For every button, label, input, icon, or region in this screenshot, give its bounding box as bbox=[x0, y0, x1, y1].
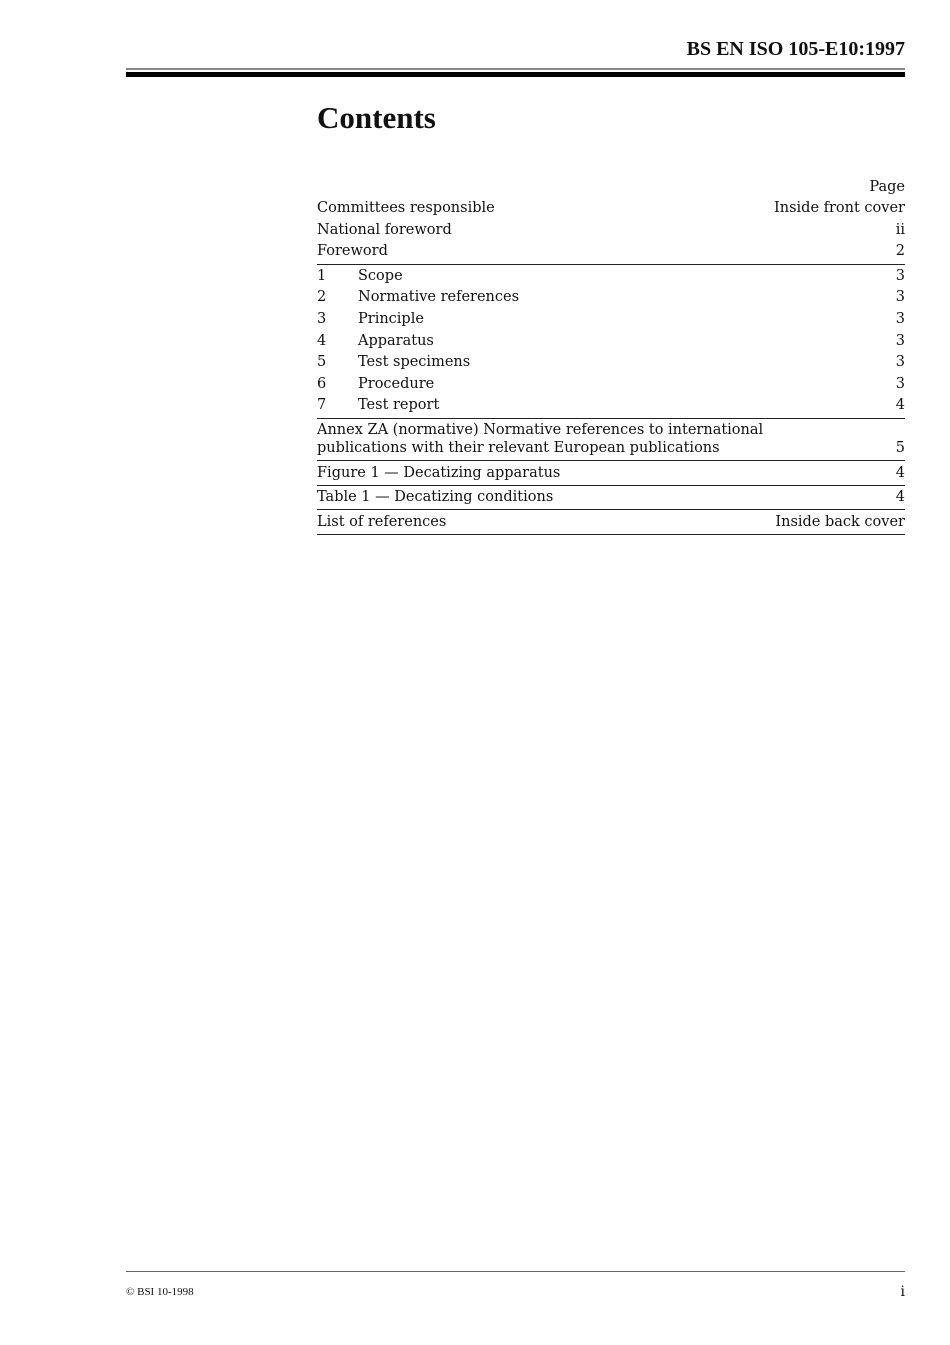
toc-page: 3 bbox=[895, 311, 905, 327]
toc-label: Foreword bbox=[317, 243, 388, 259]
toc-entry[interactable] bbox=[317, 487, 905, 507]
toc-label: Test report bbox=[358, 397, 440, 413]
toc-label: Scope bbox=[358, 268, 403, 284]
toc-entry-annex-line2[interactable] bbox=[317, 438, 905, 458]
toc-page: 3 bbox=[895, 333, 905, 349]
toc-label: publications with their relevant European publications bbox=[317, 440, 720, 456]
toc-label: Committees responsible bbox=[317, 200, 495, 216]
toc-entry[interactable] bbox=[317, 220, 905, 240]
toc-page: 4 bbox=[895, 489, 905, 505]
page-number: i bbox=[900, 1284, 905, 1300]
toc-page: 3 bbox=[895, 268, 905, 284]
toc-page: 4 bbox=[895, 465, 905, 481]
footer-rule bbox=[126, 1271, 905, 1272]
toc-entry[interactable] bbox=[317, 241, 905, 261]
toc-entry[interactable] bbox=[317, 395, 905, 415]
divider bbox=[317, 534, 905, 535]
toc-entry-annex-line1[interactable] bbox=[317, 420, 905, 440]
toc-page: Inside back cover bbox=[775, 514, 905, 530]
clause-number: 7 bbox=[317, 397, 327, 413]
clause-number: 2 bbox=[317, 289, 327, 305]
header-rule-thin bbox=[126, 68, 905, 70]
divider bbox=[317, 418, 905, 419]
toc-entry[interactable] bbox=[317, 352, 905, 372]
clause-number: 5 bbox=[317, 354, 327, 370]
clause-number: 6 bbox=[317, 376, 327, 392]
toc-label: National foreword bbox=[317, 222, 452, 238]
page-title: Contents bbox=[317, 100, 436, 135]
toc-entry[interactable] bbox=[317, 198, 905, 218]
header-rule-thick bbox=[126, 72, 905, 77]
toc-page: Inside front cover bbox=[774, 200, 905, 216]
toc-label: Procedure bbox=[358, 376, 435, 392]
toc-label: List of references bbox=[317, 514, 447, 530]
toc-label: Figure 1 — Decatizing apparatus bbox=[317, 465, 561, 481]
clause-number: 4 bbox=[317, 333, 327, 349]
toc-entry[interactable] bbox=[317, 331, 905, 351]
toc-page: 3 bbox=[895, 376, 905, 392]
page-column-heading: Page bbox=[869, 179, 905, 195]
toc-label: Test specimens bbox=[358, 354, 471, 370]
toc-entry[interactable] bbox=[317, 463, 905, 483]
copyright: © BSI 10-1998 bbox=[126, 1286, 194, 1298]
toc-entry[interactable] bbox=[317, 309, 905, 329]
toc-label: Table 1 — Decatizing conditions bbox=[317, 489, 554, 505]
clause-number: 3 bbox=[317, 311, 327, 327]
toc-page: 4 bbox=[895, 397, 905, 413]
toc-page: 3 bbox=[895, 289, 905, 305]
toc-page: 2 bbox=[895, 243, 905, 259]
toc-page: 3 bbox=[895, 354, 905, 370]
toc-entry[interactable] bbox=[317, 512, 905, 532]
toc-label: Normative references bbox=[358, 289, 520, 305]
toc-label: Annex ZA (normative) Normative references to international bbox=[317, 422, 764, 438]
toc-page: 5 bbox=[895, 440, 905, 456]
toc-label: Apparatus bbox=[358, 333, 434, 349]
toc-entry[interactable] bbox=[317, 374, 905, 394]
toc-entry[interactable] bbox=[317, 266, 905, 286]
divider bbox=[317, 485, 905, 486]
divider bbox=[317, 460, 905, 461]
divider bbox=[317, 264, 905, 265]
clause-number: 1 bbox=[317, 268, 327, 284]
divider bbox=[317, 509, 905, 510]
document-id: BS EN ISO 105-E10:1997 bbox=[686, 38, 905, 60]
toc-entry[interactable] bbox=[317, 287, 905, 307]
toc-page: ii bbox=[895, 222, 905, 238]
toc-label: Principle bbox=[358, 311, 424, 327]
